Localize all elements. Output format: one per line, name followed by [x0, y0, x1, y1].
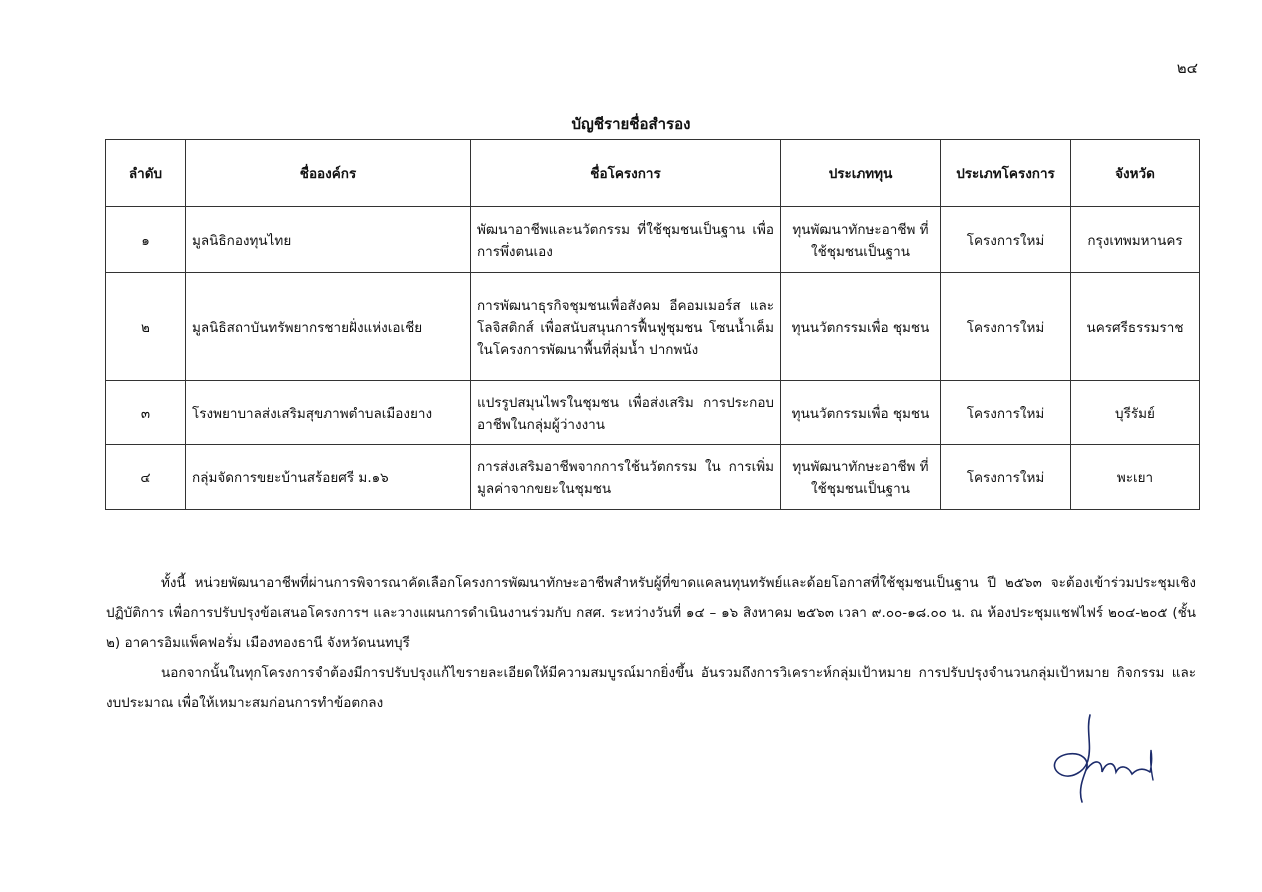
paragraph-meeting-notice — [106, 568, 1196, 658]
row-project: การพัฒนาธุรกิจชุมชนเพื่อสังคม อีคอมเมอร์ส และโลจิสติกส์ เพื่อสนับสนุนการฟื้นฟูชุมชน โซนน้ำเค็มในโครงการพัฒนาพื้นที่ลุ่มน้ำ ปากพนัง — [471, 273, 781, 381]
table-row — [106, 445, 1200, 510]
row-project: แปรรูปสมุนไพรในชุมชน เพื่อส่งเสริม การประกอบอาชีพในกลุ่มผู้ว่างงาน — [471, 381, 781, 445]
paragraph-text: ทั้งนี้ หน่วยพัฒนาอาชีพที่ผ่านการพิจารณาคัดเลือกโครงการพัฒนาทักษะอาชีพสำหรับผู้ที่ขาดแคลนทุนทรัพย์และด้อยโอกาสที่ใช้ชุมชนเป็นฐาน ปี ๒๕๖๓ จะต้องเข้าร่วมประชุมเชิงปฏิบัติการ เพื่อการปรับปรุงข้อเสนอโครงการฯ และวางแผนการดำเนินงานร่วมกับ กสศ. ระหว่างวันที่ ๑๔ – ๑๖ สิงหาคม ๒๕๖๓ เวลา ๙.๐๐-๑๘.๐๐ น. ณ ห้องประชุมแชฟไฟร์ ๒๐๔-๒๐๕ (ชั้น ๒) อาคารอิมแพ็คฟอรั่ม เมืองทองธานี จังหวัดนนทบุรี — [106, 575, 1196, 651]
row-no: ๒ — [106, 273, 186, 381]
table-row — [106, 273, 1200, 381]
paragraph-text: นอกจากนั้นในทุกโครงการจำต้องมีการปรับปรุงแก้ไขรายละเอียดให้มีความสมบูรณ์มากยิ่งขึ้น อันรวมถึงการวิเคราะห์กลุ่มเป้าหมาย การปรับปรุงจำนวนกลุ่มเป้าหมาย กิจกรรม และงบประมาณ เพื่อให้เหมาะสมก่อนการทำข้อตกลง — [106, 665, 1196, 711]
header-project-type: ประเภทโครงการ — [941, 140, 1071, 207]
row-project-type: โครงการใหม่ — [941, 273, 1071, 381]
row-project: พัฒนาอาชีพและนวัตกรรม ที่ใช้ชุมชนเป็นฐาน เพื่อการพึ่งตนเอง — [471, 207, 781, 273]
row-organization: โรงพยาบาลส่งเสริมสุขภาพตำบลเมืองยาง — [186, 381, 471, 445]
table-row — [106, 381, 1200, 445]
row-project-type: โครงการใหม่ — [941, 381, 1071, 445]
row-fund-type: ทุนนวัตกรรมเพื่อ ชุมชน — [781, 273, 941, 381]
row-no: ๑ — [106, 207, 186, 273]
header-province: จังหวัด — [1071, 140, 1200, 207]
row-fund-type: ทุนพัฒนาทักษะอาชีพ ที่ใช้ชุมชนเป็นฐาน — [781, 207, 941, 273]
table-header-row — [106, 140, 1200, 207]
header-project: ชื่อโครงการ — [471, 140, 781, 207]
row-organization: มูลนิธิสถาบันทรัพยากรชายฝั่งแห่งเอเชีย — [186, 273, 471, 381]
row-project: การส่งเสริมอาชีพจากการใช้นวัตกรรม ใน การเพิ่มมูลค่าจากขยะในชุมชน — [471, 445, 781, 510]
row-province: กรุงเทพมหานคร — [1071, 207, 1200, 273]
row-no: ๔ — [106, 445, 186, 510]
row-province: บุรีรัมย์ — [1071, 381, 1200, 445]
header-no: ลำดับ — [106, 140, 186, 207]
reserve-list-table — [105, 139, 1200, 510]
paragraph-revision-notice — [106, 658, 1196, 718]
row-no: ๓ — [106, 381, 186, 445]
row-province: พะเยา — [1071, 445, 1200, 510]
header-fund-type: ประเภททุน — [781, 140, 941, 207]
page-number: ๒๔ — [1176, 59, 1198, 77]
signature-icon — [1040, 710, 1160, 805]
row-fund-type: ทุนพัฒนาทักษะอาชีพ ที่ใช้ชุมชนเป็นฐาน — [781, 445, 941, 510]
table-row — [106, 207, 1200, 273]
document-title: บัญชีรายชื่อสำรอง — [571, 115, 691, 133]
row-fund-type: ทุนนวัตกรรมเพื่อ ชุมชน — [781, 381, 941, 445]
header-organization: ชื่อองค์กร — [186, 140, 471, 207]
row-project-type: โครงการใหม่ — [941, 207, 1071, 273]
row-organization: มูลนิธิกองทุนไทย — [186, 207, 471, 273]
row-organization: กลุ่มจัดการขยะบ้านสร้อยศรี ม.๑๖ — [186, 445, 471, 510]
row-project-type: โครงการใหม่ — [941, 445, 1071, 510]
row-province: นครศรีธรรมราช — [1071, 273, 1200, 381]
